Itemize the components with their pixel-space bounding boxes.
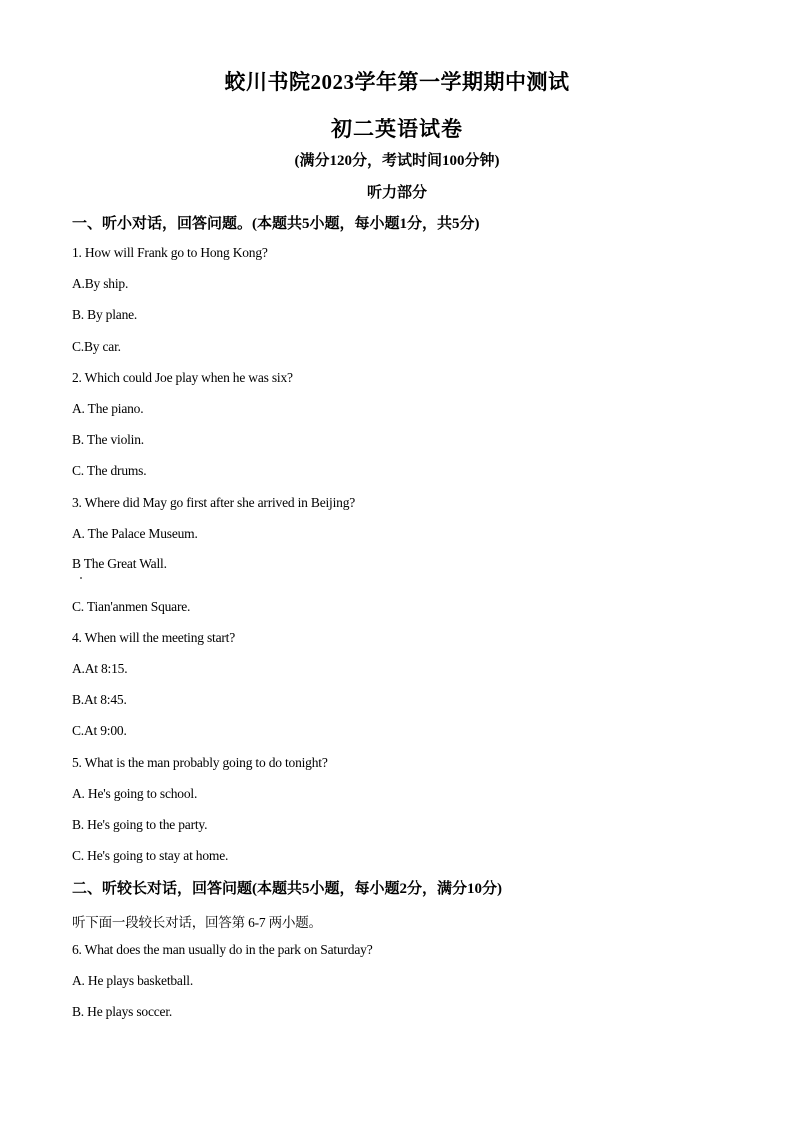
exam-subtitle: 初二英语试卷 — [331, 117, 463, 141]
section-2-heading: 二、听较长对话，回答问题(本题共5小题，每小题2分，满分10分) — [72, 881, 502, 897]
section-2-instruction: 听下面一段较长对话，回答第 6-7 两小题。 — [72, 915, 322, 930]
section-1-heading: 一、听小对话，回答问题。(本题共5小题，每小题1分，共5分) — [72, 216, 480, 232]
q2-option-a: A. The piano. — [72, 401, 144, 416]
q1-option-a: A.By ship. — [72, 276, 129, 291]
q2-option-c: C. The drums. — [72, 463, 147, 478]
q5-option-c: C. He's going to stay at home. — [72, 848, 229, 863]
question-3: 3. Where did May go first after she arrived in Beijing? — [72, 495, 356, 510]
q3-option-b: B The Great Wall. — [72, 556, 167, 571]
q3-option-a: A. The Palace Museum. — [72, 526, 198, 541]
stray-dot-mark — [80, 577, 82, 579]
listening-part-title: 听力部分 — [366, 185, 427, 201]
q2-option-b: B. The violin. — [72, 432, 144, 447]
question-4: 4. When will the meeting start? — [72, 630, 236, 645]
question-1: 1. How will Frank go to Hong Kong? — [72, 245, 268, 260]
q4-option-a: A.At 8:15. — [72, 661, 128, 676]
q5-option-a: A. He's going to school. — [72, 786, 198, 801]
q6-option-b: B. He plays soccer. — [72, 1004, 173, 1019]
score-time-note: (满分120分，考试时间100分钟) — [294, 153, 500, 169]
question-2: 2. Which could Joe play when he was six? — [72, 370, 293, 385]
q4-option-b: B.At 8:45. — [72, 692, 127, 707]
q4-option-c: C.At 9:00. — [72, 723, 127, 738]
q5-option-b: B. He's going to the party. — [72, 817, 208, 832]
q1-option-b: B. By plane. — [72, 307, 138, 322]
q1-option-c: C.By car. — [72, 339, 121, 354]
question-6: 6. What does the man usually do in the park on Saturday? — [72, 942, 373, 957]
q3-option-c: C. Tian'anmen Square. — [72, 599, 191, 614]
q6-option-a: A. He plays basketball. — [72, 973, 193, 988]
question-5: 5. What is the man probably going to do tonight? — [72, 755, 328, 770]
exam-title: 蛟川书院2023学年第一学期期中测试 — [224, 70, 570, 94]
